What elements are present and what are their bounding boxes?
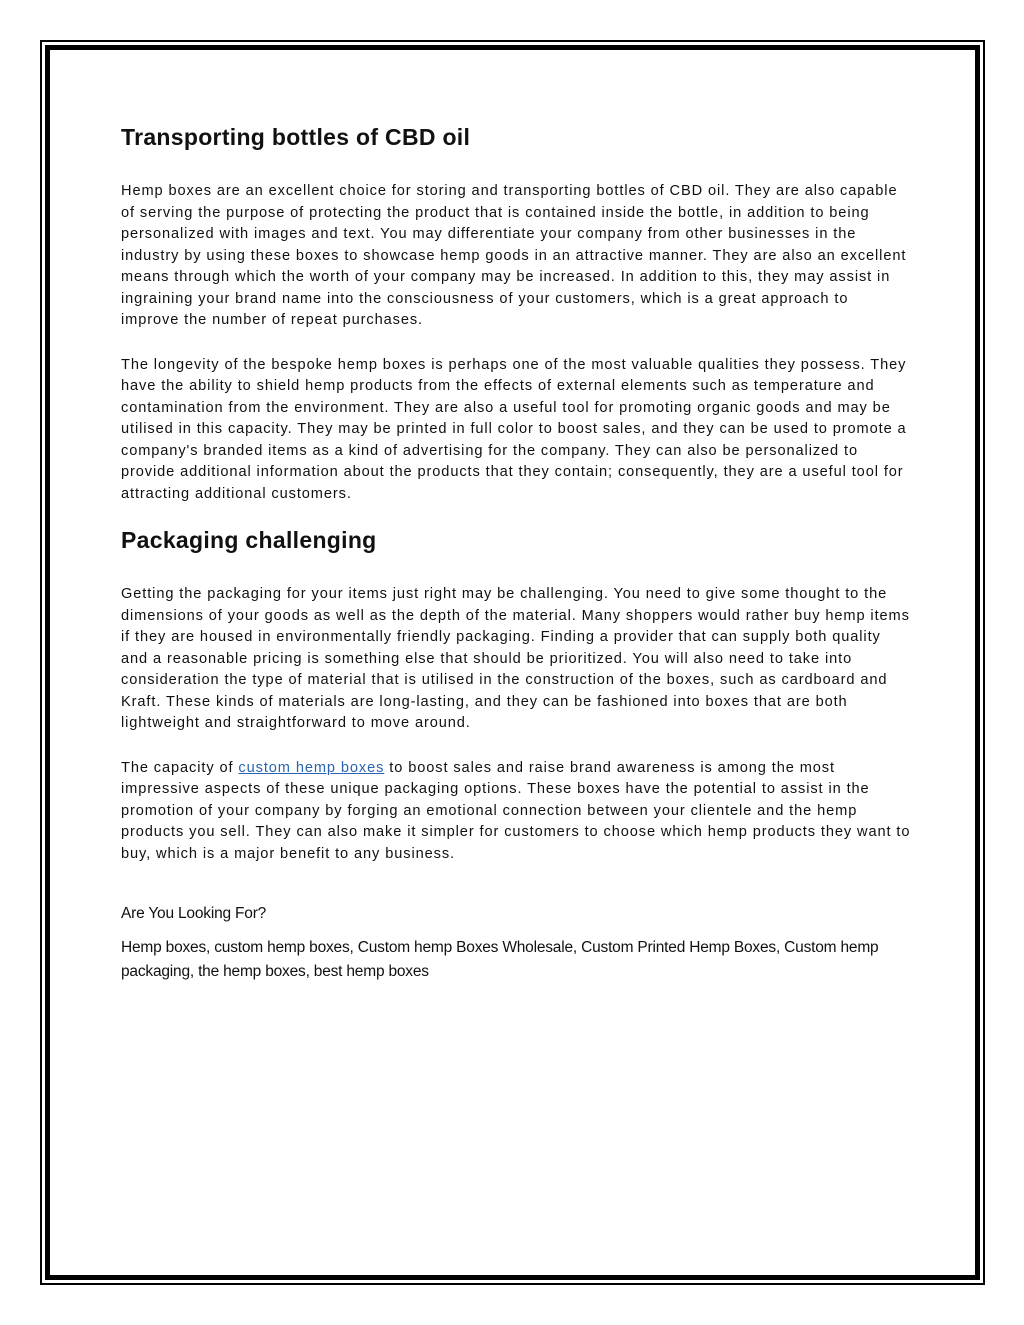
section-heading-transporting: Transporting bottles of CBD oil bbox=[121, 124, 471, 150]
looking-for-label: Are You Looking For? bbox=[121, 905, 267, 922]
paragraph-transporting-2: The longevity of the bespoke hemp boxes is perhaps one of the most valuable qualities they possess. They have the ability to shield hemp products from the effects of external elements such as temperature and contamination from the environment. They are also a useful tool for promoting organic goods and may be utilised in this capacity. They may be printed in full color to boost sales, and they can be used to promote a company's branded items as a kind of advertising for the company. They can also be personalized to provide additional information about the products that they contain; consequently, they are a useful tool for attracting additional customers. bbox=[121, 356, 907, 502]
keywords-list: Hemp boxes, custom hemp boxes, Custom hemp Boxes Wholesale, Custom Printed Hemp Boxes, Custom hemp packaging, the hemp boxes, best hemp boxes bbox=[121, 939, 879, 980]
paragraph-transporting-1: Hemp boxes are an excellent choice for storing and transporting bottles of CBD oil. They are also capable of serving the purpose of protecting the product that is contained inside the bottle, in addition to being personalized with images and text. You may differentiate your company from other businesses in the industry by using these boxes to showcase hemp goods in an attractive manner. They are also an excellent means through which the worth of your company may be increased. In addition to this, they may assist in ingraining your brand name into the consciousness of your customers, which is a great approach to improve the number of repeat purchases. bbox=[121, 183, 907, 328]
custom-hemp-boxes-link[interactable]: custom hemp boxes bbox=[238, 759, 385, 776]
section-heading-packaging: Packaging challenging bbox=[121, 527, 377, 553]
document-body bbox=[121, 120, 911, 984]
paragraph-prefix: The capacity of bbox=[121, 759, 239, 776]
paragraph-suffix: to boost sales and raise brand awareness is among the most impressive aspects of these unique packaging options. These boxes have the potential to assist in the promotion of your company by forging an emotional connection between your clientele and the hemp products you sell. They can also make it simpler for customers to choose which hemp products they want to buy, which is a major benefit to any business. bbox=[121, 759, 911, 862]
paragraph-packaging-2 bbox=[121, 758, 911, 866]
paragraph-packaging-1: Getting the packaging for your items just right may be challenging. You need to give some thought to the dimensions of your goods as well as the depth of the material. Many shoppers would rather buy hemp items if they are housed in environmentally friendly packaging. Finding a provider that can supply both quality and a reasonable pricing is something else that should be prioritized. You will also need to take into consideration the type of material that is utilised in the construction of the boxes, such as cardboard and Kraft. These kinds of materials are long-lasting, and they can be fashioned into boxes that are both lightweight and straightforward to move around. bbox=[121, 586, 910, 731]
